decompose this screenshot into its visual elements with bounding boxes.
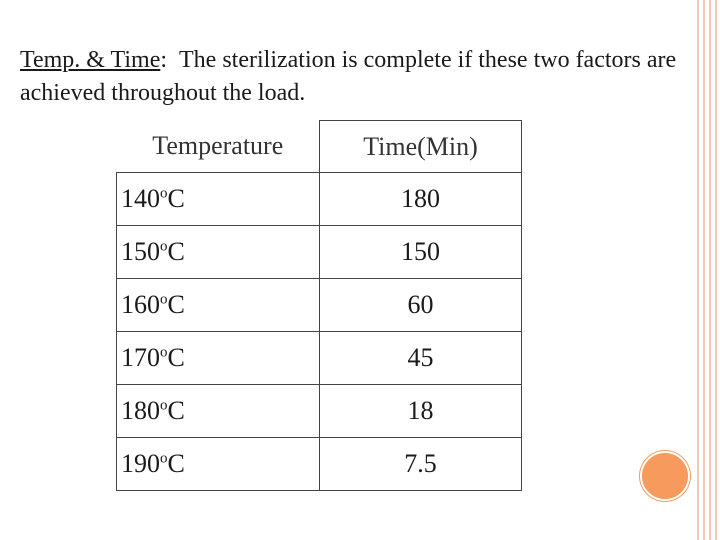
intro-colon: : <box>160 47 168 73</box>
table-row <box>117 279 522 332</box>
temperature-cell: 140$^o$C <box>117 173 320 226</box>
table-row <box>117 226 522 279</box>
decor-circle <box>640 451 690 501</box>
table-row <box>117 385 522 438</box>
time-cell: 7.5 <box>320 438 522 491</box>
table-row <box>117 173 522 226</box>
temperature-cell: 160$^o$C <box>117 279 320 332</box>
table-row <box>117 332 522 385</box>
temperature-cell: 150$^o$C <box>117 226 320 279</box>
table-row <box>117 438 522 491</box>
table-header-row <box>117 121 522 173</box>
intro-paragraph <box>20 44 700 110</box>
sterilization-table <box>116 120 522 491</box>
decor-line <box>703 0 705 540</box>
time-cell: 45 <box>320 332 522 385</box>
decor-line <box>709 0 711 540</box>
time-cell: 180 <box>320 173 522 226</box>
decor-line <box>715 0 717 540</box>
temperature-cell: 180$^o$C <box>117 385 320 438</box>
time-cell: 150 <box>320 226 522 279</box>
intro-lead: Temp. & Time <box>20 47 161 73</box>
header-temperature: Temperature <box>152 131 284 161</box>
temperature-cell: 170$^o$C <box>117 332 320 385</box>
temperature-cell: 190$^o$C <box>117 438 320 491</box>
time-cell: 18 <box>320 385 522 438</box>
time-cell: 60 <box>320 279 522 332</box>
header-time: Time(Min) <box>320 121 522 173</box>
intro-text: The sterilization is complete if these two factors are achieved throughout the load. <box>20 47 677 106</box>
